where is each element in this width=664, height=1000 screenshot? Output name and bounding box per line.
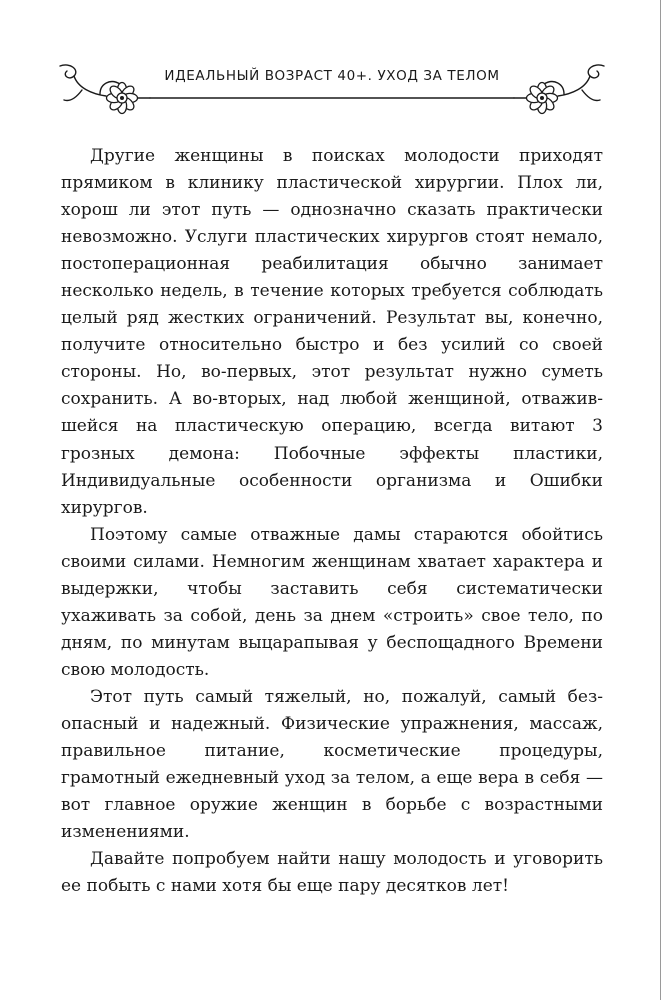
right-flower-icon [527,83,558,114]
paragraph-2: Поэтому самые отважные дамы стараются обойтись своими силами. Немногим женщинам хватает характера и выдержки, чтобы заставить себя систематически ухаживать за собой, день за днем «строить» свое тело, по дням, по минутам выцарапывая у беспощадного Времени свою молодость. [61,524,603,680]
running-header [0,54,664,124]
paragraph-4: Давайте попробуем найти нашу молодость и уговорить ее побыть с нами хотя бы еще пару десятков лет! [61,849,603,897]
running-title: ИДЕАЛЬНЫЙ ВОЗРАСТ 40+. УХОД ЗА ТЕЛОМ [164,68,500,84]
body-text [61,143,603,900]
left-flower-icon [107,83,138,114]
header-ornament [0,54,664,124]
paragraph-1: Другие женщины в поисках молодости приходят прямиком в клинику пластической хирургии. Плох ли, хорош ли этот путь — однозначно сказать практически невозможно. Услуги пластических хирургов стоят немало, постоперационная реабилитация обычно занимает несколько недель, в течение которых требуется соблюдать целый ряд жестких ограничений. Результат вы, конечно, получите относительно быстро и без усилий со своей стороны. Но, во-первых, этот результат нужно суметь сохранить. А во-вторых, над любой женщиной, отважившейся на пластическую операцию, всегда витают 3 грозных демона: Побочные эффекты пластики, Индивидуальные особенности организма и Ошибки хирургов. [61,146,603,518]
page-edge-line [660,0,661,1000]
paragraph-3: Этот путь самый тяжелый, но, пожалуй, самый безопасный и надежный. Физические упражнения, массаж, правильное питание, косметические процедуры, грамотный ежедневный уход за телом, а еще вера в себя — вот главное оружие женщин в борьбе с возрастными изменениями. [61,686,603,843]
